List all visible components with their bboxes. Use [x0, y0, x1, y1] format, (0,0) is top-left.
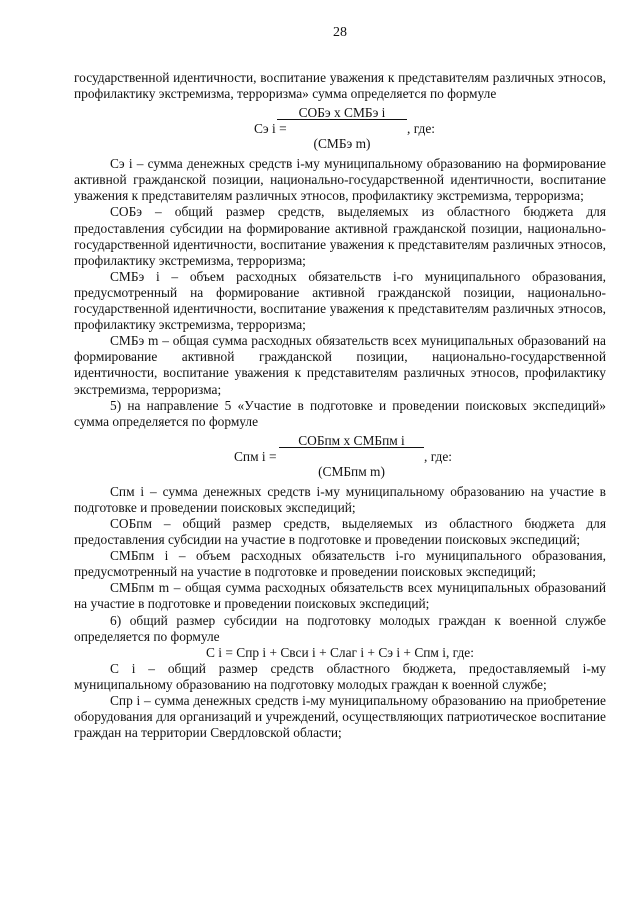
definition-cpm-i: Cпм i – сумма денежных средств i-му муниципальному образованию на участие в подготовке и проведении поисковых экспедиций; [74, 483, 606, 515]
formula-e-lhs: Cэ i = [254, 121, 287, 137]
formula-e-numerator: СОБэ х СМБэ i [298, 105, 386, 121]
formula-pm-fraction-line [279, 447, 424, 448]
formula-total: C i = Cпр i + Cвси i + Cлаг i + Cэ i + Cпм i, где: [206, 644, 474, 660]
formula-pm-lhs: Cпм i = [234, 448, 277, 464]
formula-e [74, 105, 606, 153]
formula-e-fraction-line [277, 119, 407, 120]
formula-pm-numerator: СОБпм х СМБпм i [298, 432, 405, 448]
formula-pm [74, 433, 606, 481]
definition-cpr-i: Cпр i – сумма денежных средств i-му муниципальному образованию на приобретение оборудования для организаций и учреждений, осуществляющих патриотическое воспитание граждан на территории Свердловской области; [74, 693, 606, 741]
page-content [74, 70, 606, 741]
formula-pm-where: , где: [424, 448, 452, 464]
definition-smb-e-m: СМБэ m – общая сумма расходных обязательств всех муниципальных образований на формирование активной гражданской позиции, национально-государственной идентичности, воспитание уважения к представителям различных этносов, профилактику экстремизма, терроризма; [74, 333, 606, 397]
paragraph-intro: государственной идентичности, воспитание уважения к представителям различных этносов, профилактику экстремизма, терроризма» сумма определяется по формуле [74, 70, 606, 102]
definition-sob-e: СОБэ – общий размер средств, выделяемых из областного бюджета для предоставления субсидии на формирование активной гражданской позиции, национально-государственной идентичности, воспитание уважения к представителям различных этносов, профилактику экстремизма, терроризма; [74, 204, 606, 268]
definition-smb-pm-i: СМБпм i – объем расходных обязательств i-го муниципального образования, предусмотренный на участие в подготовке и проведении поисковых экспедиций; [74, 548, 606, 580]
definition-ce-i: Cэ i – сумма денежных средств i-му муниципальному образованию на формирование активной гражданской позиции, национально-государственной идентичности, воспитание уважения к представителям различных этносов, профилактику экстремизма, терроризма; [74, 156, 606, 204]
formula-e-where: , где: [407, 121, 435, 137]
page-number: 28 [333, 25, 347, 40]
definition-smb-pm-m: СМБпм m – общая сумма расходных обязательств всех муниципальных образований на участие в подготовке и проведении поисковых экспедиций; [74, 580, 606, 612]
list-item-5: 5) на направление 5 «Участие в подготовке и проведении поисковых экспедиций» сумма определяется по формуле [74, 397, 606, 429]
formula-e-denominator: (СМБэ m) [313, 136, 371, 152]
definition-c-i: C i – общий размер средств областного бюджета, предоставляемый i-му муниципальному образованию на подготовку молодых граждан к военной службе; [74, 660, 606, 692]
formula-pm-denominator: (СМБпм m) [318, 463, 385, 479]
definition-smb-e-i: СМБэ i – объем расходных обязательств i-го муниципального образования, предусмотренный на формирование активной гражданской позиции, национально-государственной идентичности, воспитание уважения к представителям различных этносов, профилактику экстремизма, терроризма; [74, 268, 606, 333]
definition-sob-pm: СОБпм – общий размер средств, выделяемых из областного бюджета для предоставления субсидии на участие в подготовке и проведении поисковых экспедиций; [74, 515, 606, 548]
list-item-6: 6) общий размер субсидии на подготовку молодых граждан к военной службе определяется по формуле [74, 612, 606, 644]
